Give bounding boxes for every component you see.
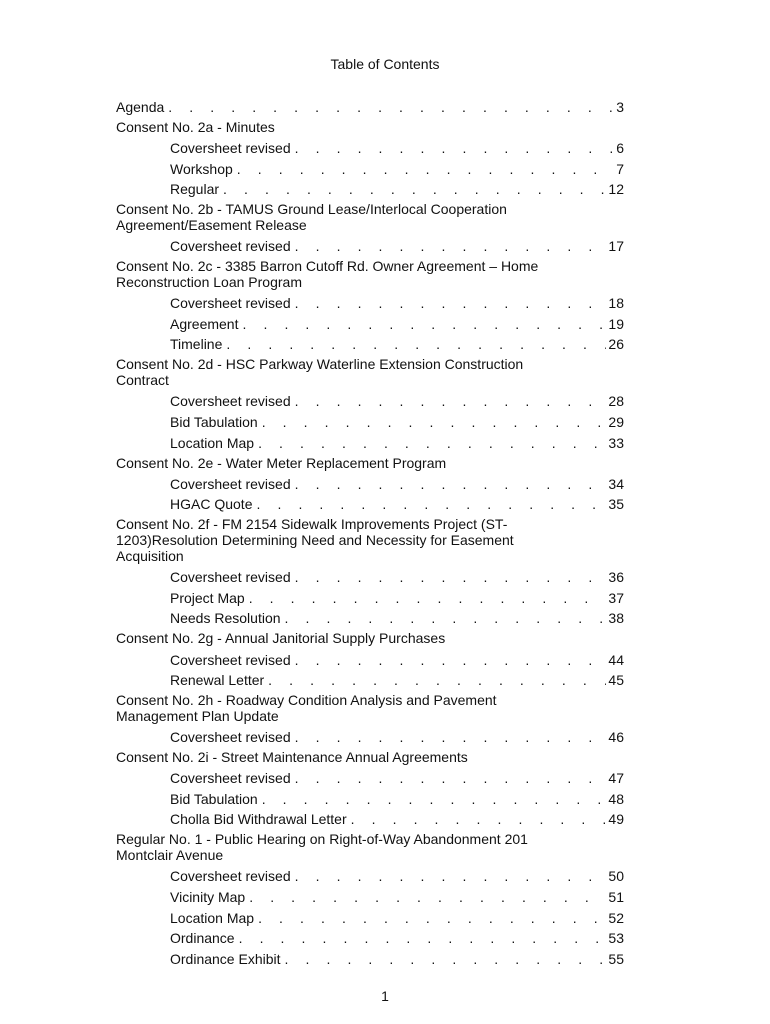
toc-entry-page: 35 (608, 496, 624, 513)
toc-entry-label: Coversheet revised (170, 140, 291, 157)
toc-entry-label: Workshop (170, 160, 233, 177)
toc-entry-label: Ordinance (170, 930, 235, 947)
dot-leader (264, 670, 606, 691)
toc-entry-label: Ordinance Exhibit (170, 950, 281, 967)
toc-entry-label: Cholla Bid Withdrawal Letter (170, 811, 347, 828)
dot-leader (291, 727, 607, 748)
dot-leader (164, 97, 614, 118)
dot-leader (252, 494, 606, 515)
toc-entry-page: 34 (608, 475, 624, 492)
toc-entry-page: 38 (608, 610, 624, 627)
toc-entry-page: 18 (608, 295, 624, 312)
toc-entry-label: Bid Tabulation (170, 414, 258, 431)
toc-entry[interactable] (116, 588, 624, 609)
toc-entry[interactable] (116, 236, 624, 257)
toc-section-heading: Consent No. 2g - Annual Janitorial Supply Purchases (116, 630, 446, 647)
toc-section-heading: Consent No. 2f - FM 2154 Sidewalk Improvements Project (ST-1203)Resolution Determining Need and Necessity for Easement Acquisition (116, 516, 514, 564)
dot-leader (281, 608, 607, 629)
toc-entry[interactable] (116, 97, 624, 118)
toc-entry-label: Location Map (170, 909, 255, 926)
toc-entry[interactable] (116, 608, 624, 629)
toc-entry-label: Coversheet revised (170, 868, 291, 885)
toc-entry-label: Regular (170, 181, 220, 198)
toc-entry-label: Coversheet revised (170, 295, 291, 312)
toc-entry-label: Coversheet revised (170, 651, 291, 668)
toc-entry-page: 50 (608, 868, 624, 885)
dot-leader (238, 314, 606, 335)
dot-leader (291, 866, 607, 887)
toc-entry[interactable] (116, 908, 624, 929)
toc-entry[interactable] (116, 391, 624, 412)
toc-entry-page: 28 (608, 393, 624, 410)
toc-entry-page: 51 (608, 889, 624, 906)
toc-entry-page: 48 (608, 790, 624, 807)
toc-entry-page: 55 (608, 950, 624, 967)
toc-entry-page: 37 (608, 589, 624, 606)
toc-entry-page: 49 (608, 811, 624, 828)
dot-leader (291, 474, 607, 495)
toc-entry[interactable] (116, 670, 624, 691)
toc-entry[interactable] (116, 159, 624, 180)
dot-leader (254, 433, 606, 454)
dot-leader (291, 567, 607, 588)
toc-entry-page: 17 (608, 238, 624, 255)
toc-entry-page: 33 (608, 434, 624, 451)
dot-leader (291, 236, 607, 257)
table-of-contents (116, 97, 624, 969)
toc-entry-page: 44 (608, 651, 624, 668)
toc-entry-page: 47 (608, 770, 624, 787)
toc-entry-page: 26 (608, 336, 624, 353)
toc-entry-label: Timeline (170, 336, 223, 353)
dot-leader (233, 159, 614, 180)
toc-entry[interactable] (116, 928, 624, 949)
toc-section-heading: Consent No. 2d - HSC Parkway Waterline Extension Construction Contract (116, 356, 524, 389)
toc-entry-page: 36 (608, 569, 624, 586)
toc-entry[interactable] (116, 334, 624, 355)
toc-entry-page: 3 (616, 99, 624, 115)
toc-entry-label: Coversheet revised (170, 729, 291, 746)
toc-entry-label: Bid Tabulation (170, 790, 258, 807)
toc-entry[interactable] (116, 138, 624, 159)
toc-entry-page: 29 (608, 414, 624, 431)
toc-entry-label: Coversheet revised (170, 770, 291, 787)
toc-entry-page: 45 (608, 672, 624, 689)
toc-entry-label: Agreement (170, 315, 239, 332)
toc-entry-page: 12 (608, 181, 624, 198)
dot-leader (245, 887, 606, 908)
toc-section-heading: Regular No. 1 - Public Hearing on Right-of-Way Abandonment 201 Montclair Avenue (116, 831, 528, 864)
toc-entry-label: Project Map (170, 589, 245, 606)
toc-entry-label: Vicinity Map (170, 889, 246, 906)
toc-entry-page: 53 (608, 930, 624, 947)
dot-leader (291, 293, 607, 314)
page-title: Table of Contents (330, 56, 440, 72)
toc-entry[interactable] (116, 887, 624, 908)
dot-leader (291, 650, 607, 671)
toc-section-heading: Consent No. 2e - Water Meter Replacement Program (116, 454, 447, 471)
dot-leader (258, 789, 607, 810)
toc-entry-label: Needs Resolution (170, 610, 281, 627)
toc-entry[interactable] (116, 412, 624, 433)
toc-entry[interactable] (116, 809, 624, 830)
dot-leader (291, 768, 607, 789)
dot-leader (291, 138, 615, 159)
toc-entry[interactable] (116, 727, 624, 748)
toc-section-heading: Consent No. 2a - Minutes (116, 118, 275, 135)
toc-entry[interactable] (116, 474, 624, 495)
toc-entry-label: Coversheet revised (170, 393, 291, 410)
toc-section-heading: Consent No. 2c - 3385 Barron Cutoff Rd. Owner Agreement – Home Reconstruction Loan Program (116, 258, 539, 291)
toc-entry-page: 6 (616, 140, 624, 157)
toc-entry[interactable] (116, 768, 624, 789)
dot-leader (291, 391, 607, 412)
dot-leader (254, 908, 606, 929)
toc-entry[interactable] (116, 293, 624, 314)
toc-entry[interactable] (116, 179, 624, 200)
dot-leader (235, 928, 607, 949)
toc-entry-label: Coversheet revised (170, 238, 291, 255)
dot-leader (258, 412, 607, 433)
dot-leader (281, 949, 607, 970)
toc-entry-page: 7 (616, 160, 624, 177)
toc-entry-label: HGAC Quote (170, 496, 253, 513)
toc-section-heading: Consent No. 2h - Roadway Condition Analysis and Pavement Management Plan Update (116, 692, 497, 724)
dot-leader (347, 809, 607, 830)
toc-entry-label: Renewal Letter (170, 672, 265, 689)
toc-entry[interactable] (116, 494, 624, 515)
toc-entry-label: Coversheet revised (170, 569, 291, 586)
toc-entry[interactable] (116, 567, 624, 588)
toc-entry-page: 19 (608, 315, 624, 332)
dot-leader (222, 334, 606, 355)
dot-leader (245, 588, 607, 609)
toc-entry[interactable] (116, 314, 624, 335)
toc-entry[interactable] (116, 789, 624, 810)
toc-entry-page: 52 (608, 909, 624, 926)
toc-section-heading: Consent No. 2b - TAMUS Ground Lease/Interlocal Cooperation Agreement/Easement Release (116, 201, 507, 234)
toc-entry[interactable] (116, 866, 624, 887)
toc-entry-label: Agenda (116, 99, 165, 115)
toc-entry[interactable] (116, 949, 624, 970)
toc-entry-label: Location Map (170, 434, 255, 451)
toc-entry-label: Coversheet revised (170, 475, 291, 492)
dot-leader (219, 179, 606, 200)
toc-entry-page: 46 (608, 729, 624, 746)
toc-section-heading: Consent No. 2i - Street Maintenance Annual Agreements (116, 749, 468, 766)
toc-entry[interactable] (116, 433, 624, 454)
toc-entry[interactable] (116, 650, 624, 671)
page-number: 1 (381, 988, 389, 1004)
